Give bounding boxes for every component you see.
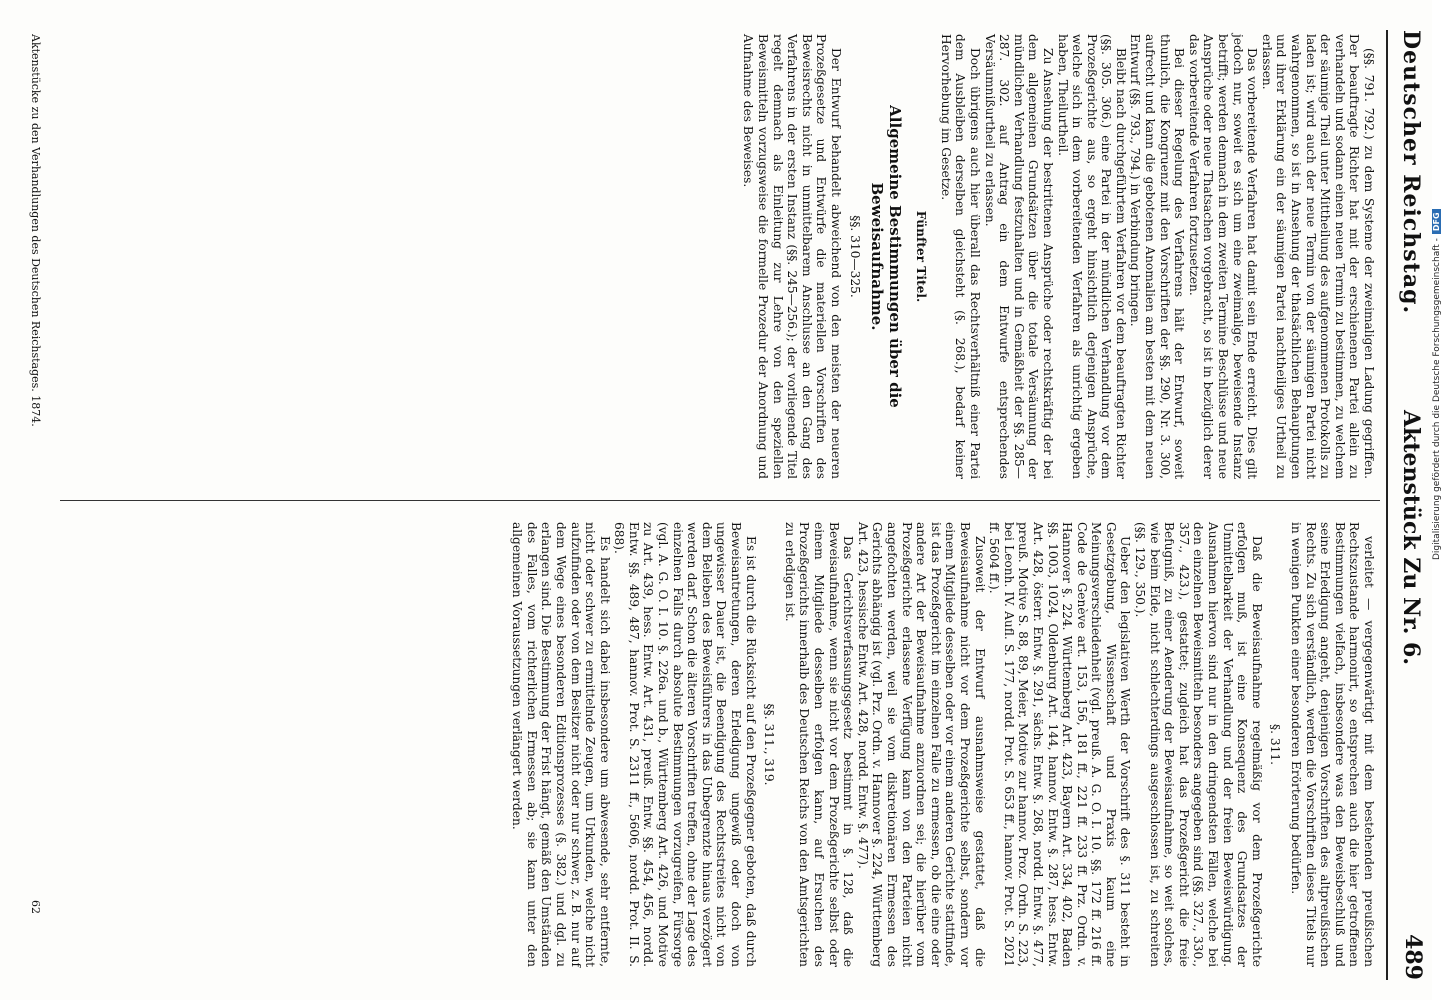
page-header — [1384, 30, 1432, 980]
dfg-credit — [1432, 209, 1442, 560]
section-heading: §. 311. — [1268, 724, 1283, 765]
right-paragraph: Ueber den legislativen Werth der Vorschrift des §. 311 besteht in Gesetzgebung, Wissenschaft und Praxis kaum eine Meinungsverschiedenheit (vgl. preuß. A. G. O. I. 10. §§. 172 ff. 216 ff. Code de Genève art. 153, 156, 181 ff., 221 ff. 233 ff. Prz. Ordn. v. Hannover §. 224. Württemberg Art. 423, Bayern Art. 334, 402, Baden §§. 1003, 1024, Oldenburg Art. 144, hannov. Entw. §. 287, hess. Entw. Art. 428, österr. Entw. §. 291, sächs. Entw. §. 268, nordd. Entw. §. 477, preuß. Motive S. 88, 89, Meier, Motive zur hannov. Proz. Ordn. S. 223, bei Leonh. IV. Aufl. S. 177, nordd. Prot. S. 653 ff., hannov. Prot. S. 2021 ff. 5604 ff.). — [987, 522, 1133, 967]
section-range: §§. 310—325. — [847, 215, 862, 298]
right-paragraph: Daß die Beweisaufnahme regelmäßig vor dem Prozeßgerichte erfolgen muß, ist eine Konsequenz des Grundsatzes der Unmittelbarkeit der Verhandlung und der freien Beweiswürdigung. Ausnahmen hiervon sind nur in den dringendsten Fällen, welche bei den einzelnen Beweismitteln besonders angegeben sind (§§. 327., 330., 357., 423.), gestattet; zugleich hat das Prozeßgericht die freie Befugniß, zu einer Aenderung der Beweisaufnahme, so weit solches, wie beim Eide, nicht schlechterdings ausgeschlossen ist, zu schreiten (§§. 129., 350.). — [1133, 522, 1264, 967]
header-rule — [1386, 30, 1388, 980]
page-number: 489 — [1400, 934, 1426, 980]
left-column — [741, 34, 1376, 479]
right-paragraph: Das Gerichtsverfassungsgesetz bestimmt in §. 128, daß die Beweisaufnahme, wenn sie nicht vor dem Prozeßgerichte selbst oder einem Mitgliede desselben erfolgen kann, auf Ersuchen des Prozeßgerichts innerhalb des Deutschen Reichs von den Amtsgerichten zu erledigen ist. — [782, 522, 856, 967]
left-paragraph: Der Entwurf behandelt abweichend von den meisten der neueren Prozeßgesetze und Entwürfe die materiellen Vorschriften des Beweisrechts nicht in unmittelbarem Anschlusse an den Gang des Verfahrens in der ersten Instanz (§§. 245—256.); der vorliegende Titel regelt demnach als Einleitung zur Lehre von den speziellen Beweismitteln vorzugsweise die formelle Prozedur der Anordnung und Aufnahme des Beweises. — [741, 34, 843, 479]
right-paragraph: Es ist durch die Rücksicht auf den Prozeßgegner geboten, daß durch Beweisantretungen, deren Erledigung ungewiß oder doch von ungewisser Dauer ist, die Beendigung des Rechtsstreites nicht von dem Belieben des Beweisführers in das Unbegrenzte hinaus verzögert werden darf. Schon die älteren Vorschriften treffen, ohne der Lage des einzelnen Falls durch absolute Bestimmungen vorzugreifen, Fürsorge (vgl. A. G. O. I. 10. §. 226a. und b., Württemberg Art. 426, und Motive zu Art. 439, hess. Entw. Art. 431, preuß. Entw. §§. 454, 456, nordd. Entw. §§. 489, 487, hannov. Prot. S. 2311 ff., 5606, nordd. Prot. II. S. 688). — [612, 522, 758, 967]
section-subtitle: Allgemeine Bestimmungen über die Beweisaufnahme. — [867, 105, 904, 408]
section-title: Fünfter Titel. — [914, 210, 929, 303]
section-heading: §§. 311., 319. — [762, 703, 777, 786]
left-paragraph: Doch übrigens auch hier überall das Rechtsverhältniß einer Partei dem Ausbleiben derselben gleichsteht (§. 268.), bedarf keiner Hervorhebung im Gesetze. — [938, 34, 982, 479]
header-middle-title: Aktenstück Zu Nr. 6. — [1398, 410, 1424, 665]
right-paragraph: verleitet — vergegenwärtigt mit dem bestehenden preußischen Rechtszustande harmonirt, so entsprechen auch die hier getroffenen Bestimmungen vielfach, insbesondere was den Beweisbeschluß und seine Erledigung angeht, denjenigen Vorschriften des altpreußischen Rechts. Zu sich verständlich, werden die Vorschriften dieses Titels nur in wenigen Punkten einer besonderen Erörterung bedürfen. — [1289, 522, 1376, 967]
right-column — [510, 522, 1376, 967]
left-paragraph: Zu Ansehung der bestrittenen Ansprüche oder rechtskräftig der bei dem allgemeinen Grundsätzen über die totale Versäumung der mündlichen Verhandlung festzuhalten und in Gemäßheit der §§. 285—287. 302. auf Antrag ein dem Entwurfe entsprechendes Versäumnißurtheil zu erlassen. — [982, 34, 1055, 479]
right-paragraph: Zusoweit der Entwurf ausnahmsweise gestattet, daß die Beweisaufnahme nicht vor dem Prozeßgerichte selbst, sondern vor einem Mitgliede desselben oder vor einem anderen Gerichte stattfinde, ist das Prozeßgericht im einzelnen Falle zu ermessen, ob die eine oder andere Art der Beweisaufnahme anzuordnen sei; die hierüber vom Prozeßgerichte erlassene Verfügung kann von den Parteien nicht angefochten werden, weil sie vom diskretionären Ermessen des Gerichts abhängig ist (vgl. Prz. Ordn. v. Hannover §. 224, Württemberg Art. 423, hessische Entw. Art. 428, nordd. Entw. §. 477). — [855, 522, 987, 967]
left-paragraph: Bei dieser Regelung des Verfahrens hält der Entwurf, soweit thunlich, die Kongruenz mit den Vorschriften der §§. 290, Nr. 3. 300, aufrecht und kann die gebotenen Anomalien am besten mit dem neuen Entwurf (§§. 793., 794.) in Verbindung bringen. — [1128, 34, 1187, 479]
column-divider — [60, 500, 1380, 501]
dfg-credit-text: Digitalisierung gefördert durch die Deutsche Forschungsgemeinschaft - — [1432, 238, 1442, 560]
dfg-logo: DFG — [1432, 209, 1441, 234]
left-paragraph: (§§. 791. 792.) zu dem Systeme der zweimaligen Ladung gegriffen. Der beauftragte Richter hat mit der erschienenen Partei allein zu verhandeln und sodann einen neuen Termin zu bestimmen, zu welchem der säumige Theil unter Mittheilung des aufgenommenen Protokolls zu laden ist; wird auch der neue Termin von der säumigen Partei nicht wahrgenommen, so ist in Ansehung der thatsächlichen Behauptungen und ihrer Erklärung ein der säumigen Partei nachtheiliges Urtheil zu erlassen. — [1259, 34, 1376, 479]
header-left-title: Deutscher Reichstag. — [1398, 30, 1424, 315]
right-paragraph: Es handelt sich dabei insbesondere um abwesende, sehr entfernte, nicht oder schwer zu ermittelnde Zeugen, um Urkunden, welche nicht aufzufinden oder von dem Besitzer nicht oder nur schwer, z. B. nur auf dem Wege eines besonderen Editionsprozesses (§. 382.) und dgl. zu erlangen sind. Die Bestimmung der Frist hängt, gemäß den Umständen des Falles, vom richterlichen Ermessen ab; sie kann unter den allgemeinen Voraussetzungen verlängert werden. — [510, 522, 612, 967]
left-paragraph: Bleibt nach durchgeführtem Verfahren vor dem beauftragten Richter (§§. 305. 306.) eine Partei in der mündlichen Verhandlung vor dem Prozeßgerichte aus, so ergeht hinsichtlich derjenigen Ansprüche, welche sich in dem vorbereitenden Verfahren als unrichtig ergeben haben, Theilurtheil. — [1055, 34, 1128, 479]
left-paragraph: Das vorbereitende Verfahren hat damit sein Ende erreicht. Dies gilt jedoch nur, soweit es sich um eine zweimalige, beweisende Instanz betrifft; werden demnach in dem zweiten Termine Beschlüsse und neue Ansprüche oder neue Thatsachen vorgebracht, so ist in bezüglich derer das vorbereitende Verfahren fortzusetzen. — [1186, 34, 1260, 479]
footer-note: Aktenstücke zu den Verhandlungen des Deutschen Reichstages. 1874. — [29, 34, 42, 427]
signature-mark: 62 — [29, 900, 42, 914]
